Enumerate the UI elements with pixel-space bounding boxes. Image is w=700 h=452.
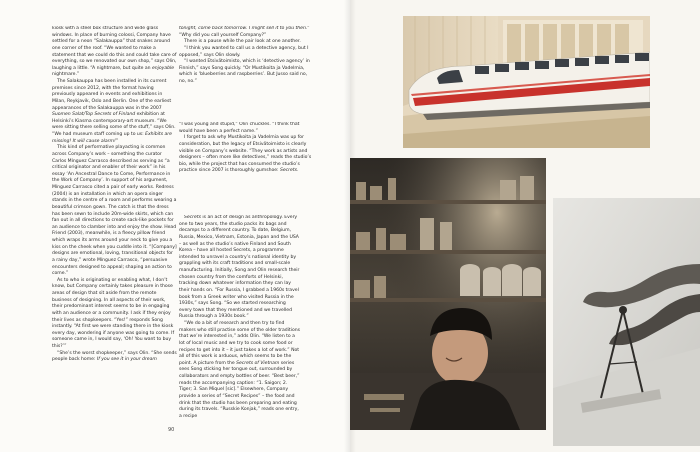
italic-text: Secrets of Vietnam xyxy=(236,360,280,366)
text-run: As to who is originating or enabling what, I don’t know, but Company certainly takes pleasure in those areas of design that sit aside from the remote business of designing. In all aspects of their work, their predominant interest seems to be in engaging with an audience or a community. I ask if they enjoy their lives as shopkeepers. “Yes!” responds Song instantly. “At first we were standing there in the kiosk every day, wondering if anyone was going to come. If someone came in, I would say, ‘Oh! You want to buy this?’” xyxy=(52,277,175,349)
text-column-middle-center xyxy=(179,122,312,208)
text-run: “I wanted Etsivätoimisto, which is ‘detective agency’ in Finnish,” says Song quickly. “Or Mustikoita ja Vadelmia, which is ‘blueberries and raspberries’. But Jusso said no, no, no.” xyxy=(179,59,310,84)
paragraph xyxy=(179,46,312,59)
paragraph xyxy=(179,39,312,46)
paragraph xyxy=(179,59,312,86)
text-run: “She’s the worst shopkeeper,” says Olin. “She sends people back home: xyxy=(52,350,177,363)
paragraph xyxy=(52,145,177,278)
italic-text: Exhibits are missing! It will cause alarm! xyxy=(52,132,172,144)
text-run: This kind of performative playacting is common across Company’s work – something the curator Carlos Mínguez Carrasco described as serving as “a critical originator and enabler of their work” in his essay ‘An Ancestral Dance to Come, Performance in the Work of Company’. In support of his argument, Mínguez Carrasco cited a pair of early works. Redress (2004) is an installation in which an opera singer stands in the centre of a room and performs wearing a beautiful crimson gown. The catch is that the dress has been sewn to include 20m-wide skirts, which can fan out in all directions to create sack-like pockets for an audience to clamber into and enjoy the show. Head Friend (2003), meanwhile, is a fleecy pillow friend which wraps its arms around your neck to give you a kiss on the cheek when you cuddle into it. “[Company] designs are emotional, loving, transitional objects for a rainy day,” wrote Mínguez Carrasco, “persuasive encounters designed to appeal; shaping an action to come.” xyxy=(52,145,177,277)
text-run: I forget to ask why Mustikoita ja Vadelmia was up for consideration, but the legacy of Etsivätoimisto is clearly visible on Company’s website. “They work as artists and designers – often more like detectives,” reads the studio’s bio, while the project that has consumed the studio’s practice since 2007 is thoroughly gumshoe: xyxy=(179,135,312,174)
page-number: 90 xyxy=(168,427,175,433)
text-run: “Why did you call yourself Company?” xyxy=(179,32,267,38)
text-run: .” xyxy=(305,26,310,31)
text-run: kiosk with a steel box structure and wide glass windows. In place of burning colossi, Company have settled for a neon “Salakauppa” that snakes around one corner of the roof. “We wanted to make a statement that we could do this and could take care of everything, so we renovated our own shop,” says Olin, laughing a little. “A nightmare, but quite an xyxy=(52,26,177,71)
text-run: . xyxy=(296,168,299,174)
italic-text: Secrets xyxy=(280,168,297,174)
workshop-photo xyxy=(350,158,546,430)
italic-text: Secrets xyxy=(184,215,201,220)
text-run: “We do a bit of research and then try to find makers who still practise some of the older traditions that we’re interested in,” adds Olin. “We listen to a lot of local music and we try to cook some food or recipes to get into it – it just takes a lot of work.” Not all of this work is arduous, which seems to be the point. A picture from the xyxy=(179,321,300,366)
paragraph xyxy=(52,26,177,79)
italic-text: If you see it in your dream xyxy=(96,357,157,363)
text-run: There is a pause while the pair look at one another. xyxy=(184,39,301,45)
text-run: series sees Song sticking her tongue out, surrounded by collaborators and empty bottles of beer. “Best beer,” reads the accompanying caption: “1. Saigon; 2. Tiger; 3. San Miquel [sic].” Elsewhere, Company provide a series of “Secret Recipes” – the food and drink that the studio has been preparing and eating during its travels. “Russkie Konjak,” reads one entry, a recipe xyxy=(179,360,300,419)
italic-text: tonight, come back tomorrow. I might sell it to you then xyxy=(179,26,306,31)
paragraph xyxy=(179,321,300,420)
text-column-left xyxy=(52,26,177,436)
text-run: nightmare.” xyxy=(52,72,80,78)
text-run: is an act of design as anthropology. Every one to two years, the studio packs its bags and decamps to a different country. To date, Belgium, Russia, Mexico, Vietnam, Estonia, Japan and the USA – as well as the studio’s native Finland and South Korea – have all hosted Secrets, a programme intended to unravel a country’s national identity by grappling with its craft traditions and small-scale manufacturing. Initially, Song and Olin research their chosen country from the comforts of Helsinki, tracking down whatever information they can lay their hands on. “For Russia, I grabbed a 1960s travel book from a Greek writer who visited Russia in the 1930s,” says Song. “So we started researching every town that they mentioned and we travelled Russia through a 1930s book.” xyxy=(179,215,300,320)
paragraph xyxy=(179,122,312,135)
text-run: The Salakauppa has been installed in its current premises since 2012, with the format having previously appeared in events and exhibitions in Milan, Reykjavik, Oslo and Berlin. One of the earliest appearances of the Salakauppa was in the 2007 xyxy=(52,79,172,111)
paragraph xyxy=(52,351,177,364)
paragraph xyxy=(179,215,300,321)
text-run: exhibition at Helsinki’s Kiasma contemporary-art museum. “We were sitting there selling some of the stuff,” says Olin. “We had museum staff coming up to us: xyxy=(52,112,176,137)
train-illustration xyxy=(403,16,650,148)
italic-text: Suomen Salat/Top Secrets of Finland xyxy=(52,112,136,118)
text-run: ” xyxy=(115,138,119,144)
text-run: “I think you wanted to call us a detective agency, but I opposed,” says Olin slowly. xyxy=(179,45,309,58)
paragraph xyxy=(52,278,177,351)
paragraph xyxy=(52,79,177,145)
text-run: “I was young and stupid,” Olin chuckles. “I think that would have been a perfect name.” xyxy=(179,122,300,134)
text-column-middle-bottom xyxy=(179,215,300,441)
text-column-middle-top xyxy=(179,26,312,114)
hands-tool-photo xyxy=(553,198,700,446)
paragraph xyxy=(179,26,312,33)
italic-text: enjoyable xyxy=(151,65,175,71)
paragraph xyxy=(179,135,312,175)
